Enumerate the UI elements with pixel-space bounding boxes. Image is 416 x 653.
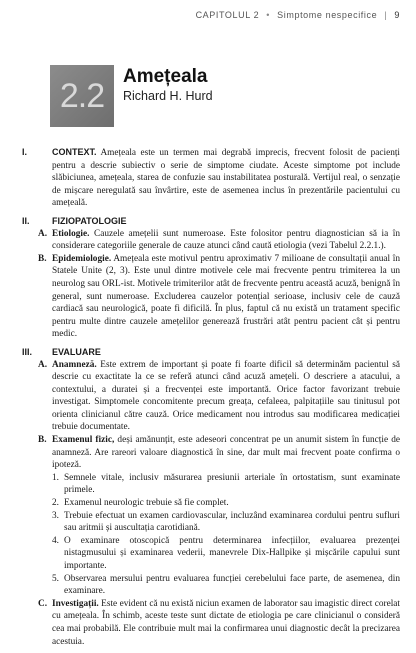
section-context xyxy=(22,146,400,210)
page-number: 9 xyxy=(394,10,400,20)
subsection-text: deși amănunțit, este adeseori concentrat pe un anumit sistem în funcție de anamneză. Are rareori valoare diagnostică în sine, dar mult mai frecvent poate confirma o ipoteză. xyxy=(52,435,401,471)
author-name: Richard H. Hurd xyxy=(123,89,213,103)
section-heading: CONTEXT. xyxy=(52,147,97,157)
subsection-letter: A. xyxy=(38,228,48,239)
subsection-etiology xyxy=(38,228,400,253)
chapter-number-box xyxy=(50,65,114,127)
list-number: 1. xyxy=(52,472,59,483)
subsection-anamnesis xyxy=(38,359,400,435)
subsection-lead: Anamneză. xyxy=(52,359,97,370)
list-number: 5. xyxy=(52,573,59,584)
list-item xyxy=(52,535,400,573)
subsection-letter: C. xyxy=(38,598,48,609)
chapter-number: 2.2 xyxy=(59,76,105,115)
title-block xyxy=(123,66,213,103)
list-item xyxy=(52,573,400,598)
header-separator: • xyxy=(266,10,271,20)
subsection-letter: B. xyxy=(38,435,47,446)
list-text: Examenul neurologic trebuie să fie complet. xyxy=(64,498,229,509)
section-pathophysiology xyxy=(22,215,400,341)
subsection-lead: Investigații. xyxy=(52,598,99,609)
subsection-lead: Epidemiologie. xyxy=(52,253,112,264)
subsection-text: Cauzele amețelii sunt numeroase. Este folositor pentru diagnostician să ia în considerare categoriile generale de cauze atunci când caută etiologia (vezi Tabelul 2.2.1.). xyxy=(52,228,401,252)
subsection-lead: Examenul fizic, xyxy=(52,435,115,446)
list-text: Observarea mersului pentru evaluarea funcției cerebelului face parte, de asemenea, din examinare. xyxy=(64,573,400,597)
section-heading: EVALUARE xyxy=(52,346,101,357)
subsection-letter: B. xyxy=(38,253,47,264)
list-text: Trebuie efectuat un examen cardiovascular, incluzând examinarea cordului pentru sufluri sau aritmii și auscultația carotidiană. xyxy=(64,510,400,534)
list-text: Semnele vitale, inclusiv măsurarea presiunii arteriale în ortostatism, sunt examinate primele. xyxy=(64,472,400,496)
list-item xyxy=(52,472,400,497)
subsection-text: Este evident că nu există niciun examen de laborator sau imagistic direct corelat cu amețeala. În schimb, aceste teste sunt dictate de etiologia pe care clinicianul o consideră cea mai probabilă. Ele contribuie mult mai la confirmarea unui diagnostic decât la precizarea acestuia. xyxy=(52,598,400,647)
section-text: Amețeala este un termen mai degrabă imprecis, frecvent folosit de pacienți pentru a descrie subiectiv o serie de simptome ciudate. Aceste simptome pot include slăbiciunea, amețeala, starea de confuzie sau instabilitatea posturală. Vertijul real, o senzație de mișcare neregulată sau învârtire, este de asemenea inclus în prezentările pacientului cu amețeală. xyxy=(52,148,401,209)
section-number: I. xyxy=(22,147,28,157)
section-number: II. xyxy=(22,215,30,226)
subsection-epidemiology xyxy=(38,253,400,341)
list-number: 2. xyxy=(52,498,59,509)
header-divider: | xyxy=(384,10,388,20)
subsection-text: Amețeala este motivul pentru aproximativ 7 milioane de consultații anual în Statele Unite (2, 3). Este unul dintre motivele cele mai frecvente pentru trimiterea la un neurolog sau ORL-ist. Motivele trimiterilor atât de frecvente pentru această acuză, benignă în general, sunt numeroase. Excluderea cauzelor potențial serioase, inclusiv cele de cauză cardiacă sau neurologică, poate fi dificilă. În plus, faptul că nu există un tratament specific pentru multe dintre cauzele amețelilor generează frustrări atât pentru pacient cât și pentru medic. xyxy=(52,253,400,340)
subsection-letter: A. xyxy=(38,359,48,370)
list-number: 3. xyxy=(52,510,59,521)
section-number: III. xyxy=(22,346,33,357)
list-number: 4. xyxy=(52,535,59,546)
list-item xyxy=(52,497,400,510)
section-evaluation xyxy=(22,346,400,648)
running-header xyxy=(196,10,400,20)
section-name: Simptome nespecifice xyxy=(277,10,378,20)
section-heading: FIZIOPATOLOGIE xyxy=(52,215,127,226)
subsection-investigations xyxy=(38,598,400,648)
subsection-physical-exam xyxy=(38,434,400,472)
subsection-text: Este extrem de important și poate fi foarte dificil să determinăm pacientul să descrie cu exactitate la ce se referă atunci când acuză amețeli. O descriere a atacului, a contextului, a duratei și a frecvenței este importantă. Orice factor favorizant trebuie investigat. Simptomele concomitente precum greața, cefaleea, palpitațiile sau tinitusul pot orienta clinicianul către cauză. Orice medicament nou introdus sau modificarea medicației trebuie documentate. xyxy=(52,359,400,433)
document-body xyxy=(22,146,400,653)
list-item xyxy=(52,510,400,535)
page-title: Amețeala xyxy=(123,66,208,87)
subsection-lead: Etiologie. xyxy=(52,228,90,239)
list-text: O examinare otoscopică pentru determinarea infecțiilor, evaluarea prezenței nistagmusului și examinarea vederii, manevrele Dix-Hallpike și mișcările capului sunt importante. xyxy=(64,535,400,571)
chapter-label: CAPITOLUL 2 xyxy=(195,10,260,20)
